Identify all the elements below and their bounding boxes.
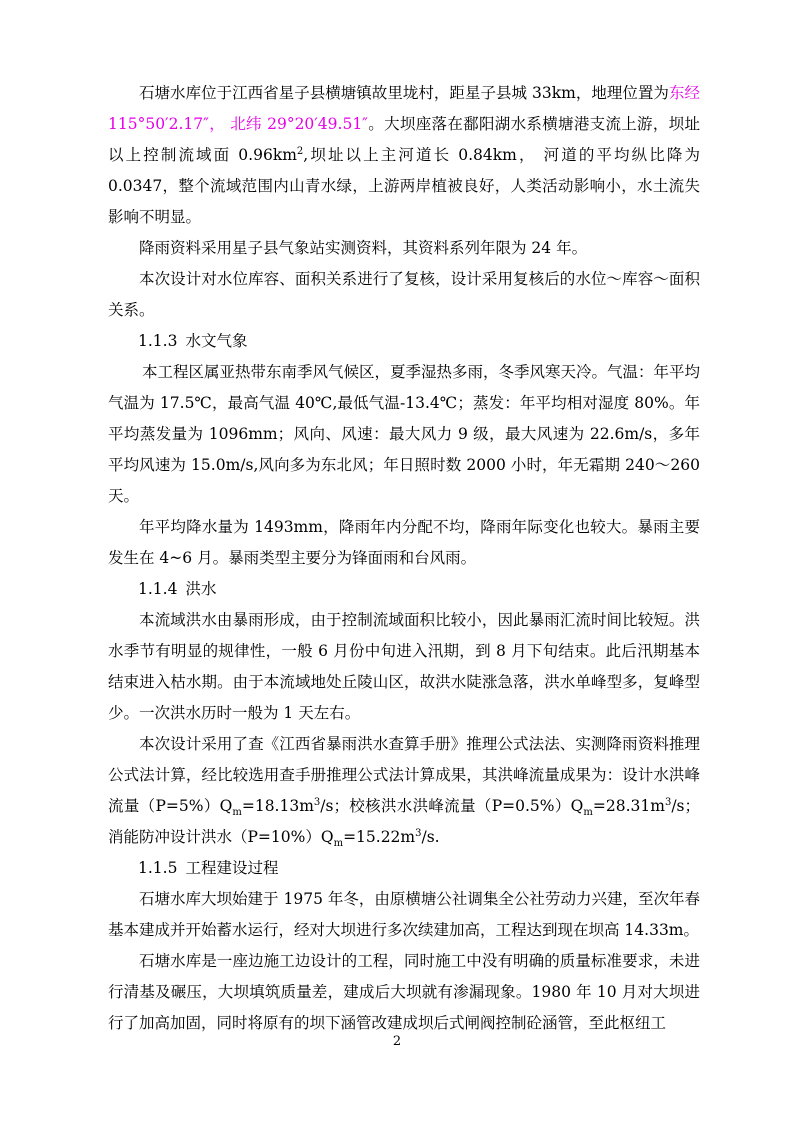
subscript: m (583, 807, 593, 819)
section-title: 水文气象 (185, 332, 248, 350)
coordinates-highlight: 东经 115°50′2.17″， 北纬 29°20′49.51″ (108, 84, 700, 133)
paragraph-flood-calculation (108, 729, 700, 853)
text-run: 。大坝座落在鄱阳湖水系横塘港支流上游，坝址以上控制流域面 0.96km (108, 115, 700, 164)
superscript: 3 (664, 796, 672, 808)
text-run: =15.22m (343, 828, 416, 846)
subscript: m (232, 807, 242, 819)
section-heading-flood (108, 574, 700, 605)
paragraph-climate: 本工程区属亚热带东南季风气候区，夏季湿热多雨，冬季风寒天冷。气温：年平均气温为 17.5℃，最高气温 40℃,最低气温-13.4℃；蒸发：年平均相对湿度 80%。年平均蒸发量为 1096mm；风向、风速：最大风力 9 级，最大风速为 22.6m/s，多年平均风速为 15.0m/s,风向多为东北风；年日照时数 2000 小时，年无霜期 240～260 天。 (108, 363, 701, 505)
section-number: 1.1.5 (138, 859, 178, 877)
paragraph-construction-issues: 石塘水库是一座边施工边设计的工程，同时施工中没有明确的质量标准要求，未进行清基及碾压，大坝填筑质量差，建成后大坝就有渗漏现象。1980 年 10 月对大坝进行了加高加固，同时将原有的坝下涵管改建成坝后式闸阀控制砼涵管，至此枢纽工 (108, 952, 700, 1032)
section-heading-hydrometeorology (108, 326, 700, 357)
section-title: 工程建设过程 (185, 859, 279, 877)
paragraph-rainfall-data: 降雨资料采用星子县气象站实测资料，其资料系列年限为 24 年。 (139, 239, 588, 257)
section-title: 洪水 (185, 580, 217, 598)
superscript: 3 (313, 796, 321, 808)
paragraph-precipitation: 年平均降水量为 1493mm，降雨年内分配不均，降雨年际变化也较大。暴雨主要发生在 4~6 月。暴雨类型主要分为锋面雨和台风雨。 (108, 518, 700, 567)
section-number: 1.1.4 (138, 580, 178, 598)
text-run: =28.31m (592, 797, 665, 815)
text-run: ,坝址以上主河道长 0.84km， 河道的平均纵比降为 0.0347，整个流域范围内山青水绿，上游两岸植被良好，人类活动影响小，水土流失影响不明显。 (108, 146, 701, 226)
document-body (108, 78, 700, 1039)
text-run: 石塘水库位于江西省星子县横塘镇故里垅村，距星子县城 33km，地理位置为 (139, 84, 669, 102)
paragraph-capacity-relation: 本次设计对水位库容、面积关系进行了复核，设计采用复核后的水位～库容～面积关系。 (108, 270, 700, 319)
paragraph-flood-characteristics: 本流域洪水由暴雨形成，由于控制流域面积比较小，因此暴雨汇流时间比较短。洪水季节有明显的规律性，一般 6 月份中旬进入汛期，到 8 月下旬结束。此后汛期基本结束进入枯水期。由于本流域地处丘陵山区，故洪水陡涨急落，洪水单峰型多，复峰型少。一次洪水历时一般为 1 天左右。 (108, 611, 700, 722)
text-run: /s. (421, 828, 440, 846)
text-run: /s；消能防冲设计洪水（P=10%）Q (108, 797, 700, 846)
superscript: 2 (296, 145, 304, 157)
superscript: 3 (415, 827, 422, 839)
page-number: 2 (392, 1034, 402, 1049)
section-heading-construction (108, 853, 700, 884)
text-run: /s；校核洪水洪峰流量（P=0.5%）Q (320, 797, 584, 815)
paragraph-location (108, 78, 700, 233)
section-number: 1.1.3 (138, 332, 178, 350)
text-run: 本次设计采用了查《江西省暴雨洪水查算手册》推理公式法法、实测降雨资料推理公式法计算，经比较选用查手册推理公式法计算成果，其洪峰流量成果为：设计水洪峰流量（P=5%）Q (108, 735, 700, 815)
text-run: =18.13m (241, 797, 314, 815)
paragraph-construction-history: 石塘水库大坝始建于 1975 年冬，由原横塘公社调集全公社劳动力兴建，至次年春基本建成并开始蓄水运行，经对大坝进行多次续建加高，工程达到现在坝高 14.33m。 (108, 890, 700, 939)
subscript: m (333, 838, 344, 850)
